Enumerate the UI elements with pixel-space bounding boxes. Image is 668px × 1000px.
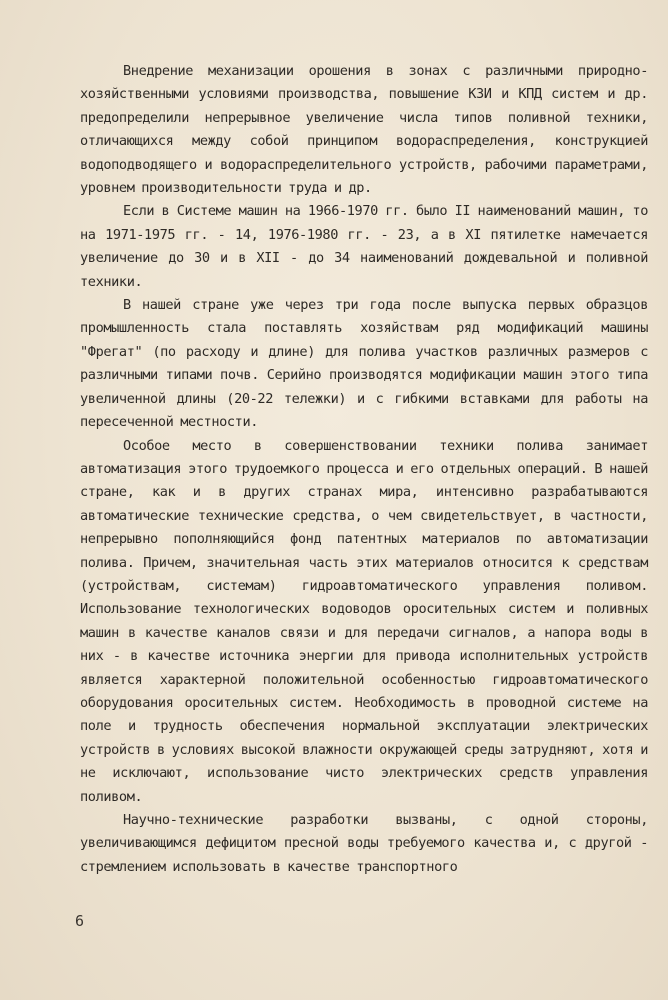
paragraph-3: В нашей стране уже через три года после выпуска первых образцов промышленность стала поставлять хозяйствам ряд модификаций машины "Фрегат" (по расходу и длине) для полива участков различных размеров с различными типами почв. Серийно производятся модификации машин этого типа увеличенной длины (20-22 тележки) и с гибкими вставками для работы на пересеченной местности. <box>80 297 648 431</box>
paragraph-4: Особое место в совершенствовании техники полива занимает автоматизация этого трудоемкого процесса и его отдельных операций. В нашей стране, как и в других странах мира, интенсивно разрабатываются автоматические технические средства, о чем свидетельствует, в частности, непрерывно пополняющийся фонд патентных материалов по автоматизации полива. Причем, значительная часть этих материалов относится к средствам (устройствам, системам) гидроавтоматического управления поливом. Использование технологических водоводов оросительных систем и поливных машин в качестве каналов связи и для передачи сигналов, а напора воды в них - в качестве источника энергии для привода исполнительных устройств является характерной положительной особенностью гидроавтоматического оборудования оросительных систем. Необходимость в проводной системе на поле и трудность обеспечения нормальной эксплуатации электрических устройств в условиях высокой влажности окружающей среды затрудняют, хотя и не исключают, использование чисто электрических средств управления поливом. <box>80 437 648 805</box>
body-text <box>80 60 648 879</box>
paragraph-2: Если в Системе машин на 1966-1970 гг. было II наименований машин, то на 1971-1975 гг. - 14, 1976-1980 гг. - 23, а в XI пятилетке намечается увеличение до 30 и в XII - до 34 наименований дождевальной и поливной техники. <box>80 203 648 290</box>
paragraph-1: Внедрение механизации орошения в зонах с различными природно-хозяйственными условиями производства, повышение КЗИ и КПД систем и др. предопределили непрерывное увеличение числа типов поливной техники, отличающихся между собой принципом водораспределения, конструкцией водоподводящего и водораспределительного устройств, рабочими параметрами, уровнем производительности труда и др. <box>80 63 648 197</box>
page-number: 6 <box>75 912 85 930</box>
paragraph-5: Научно-технические разработки вызваны, с одной стороны, увеличивающимся дефицитом пресной воды требуемого качества и, с другой - стремлением использовать в качестве транспортного <box>80 812 648 875</box>
